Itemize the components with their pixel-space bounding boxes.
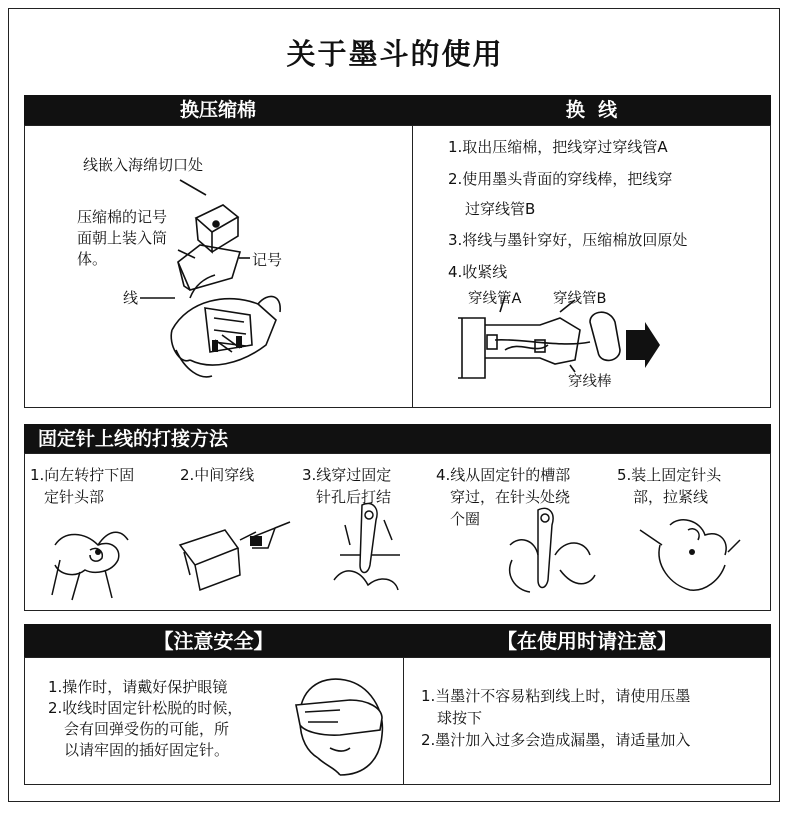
header-needle-threading: 固定针上线的打接方法 (24, 424, 771, 454)
label-tube-b: 穿线管B (553, 291, 607, 307)
safety-line-4: 以请牢固的插好固定针。 (64, 741, 230, 759)
header-safety: 【注意安全】 (24, 624, 403, 658)
thread-step-2b: 过穿线管B (465, 200, 536, 218)
label-embed-thread: 线嵌入海绵切口处 (83, 156, 204, 174)
thread-step-2: 2.使用墨头背面的穿线棒，把线穿 (448, 170, 673, 188)
needle-step-5-l2: 部，拉紧线 (633, 488, 709, 506)
safety-line-1: 1.操作时，请戴好保护眼镜 (48, 678, 228, 696)
label-thread: 线 (123, 289, 139, 307)
label-cotton-mark-1: 压缩棉的记号 (77, 208, 168, 226)
label-mark: 记号 (252, 251, 283, 269)
usage-line-3: 2.墨汁加入过多会造成漏墨，请适量加入 (421, 731, 691, 749)
usage-line-2: 球按下 (437, 709, 483, 727)
header-usage-notes: 【在使用时请注意】 (403, 624, 771, 658)
needle-step-4-l2: 穿过，在针头处绕 (450, 488, 571, 506)
page-title: 关于墨斗的使用 (286, 37, 504, 71)
needle-step-4-l1: 4.线从固定针的槽部 (436, 466, 571, 484)
needle-step-3-l2: 针孔后打结 (316, 488, 392, 506)
header-replace-cotton: 换压缩棉 (24, 95, 412, 125)
thread-step-3: 3.将线与墨针穿好，压缩棉放回原处 (448, 231, 688, 249)
safety-line-2: 2.收线时固定针松脱的时候， (48, 699, 243, 717)
thread-step-4: 4.收紧线 (448, 263, 508, 281)
needle-step-4-l3: 个圈 (450, 510, 481, 528)
label-cotton-mark-3: 体。 (77, 250, 108, 268)
needle-step-1-l2: 定针头部 (44, 488, 105, 506)
label-rod: 穿线棒 (568, 374, 612, 390)
needle-step-1-l1: 1.向左转拧下固 (30, 466, 135, 484)
usage-line-1: 1.当墨汁不容易粘到线上时，请使用压墨 (421, 687, 691, 705)
needle-step-2-l1: 2.中间穿线 (180, 466, 255, 484)
header-replace-thread: 换 线 (412, 95, 771, 125)
label-cotton-mark-2: 面朝上装入筒 (77, 229, 168, 247)
thread-step-1: 1.取出压缩棉，把线穿过穿线管A (448, 138, 668, 156)
needle-step-5-l1: 5.装上固定针头 (617, 466, 722, 484)
safety-line-3: 会有回弹受伤的可能，所 (64, 720, 230, 738)
label-tube-a: 穿线管A (468, 291, 522, 307)
needle-step-3-l1: 3.线穿过固定 (302, 466, 392, 484)
